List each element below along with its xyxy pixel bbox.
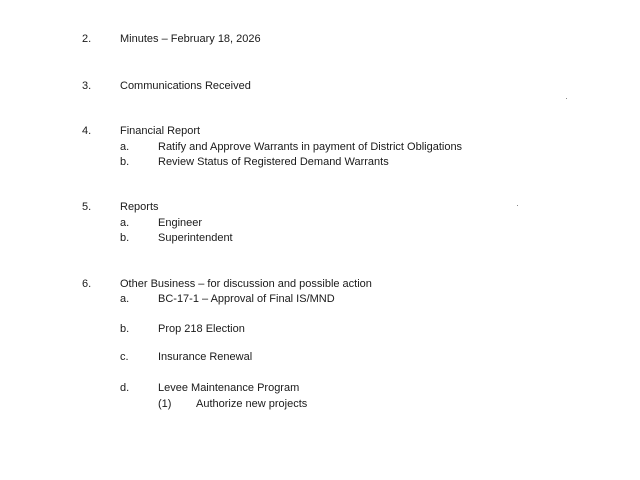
subitem-letter: a. bbox=[120, 141, 130, 153]
nested-subitem-text: Authorize new projects bbox=[196, 398, 308, 410]
item-number: 5. bbox=[82, 201, 92, 213]
subitem-text: Insurance Renewal bbox=[158, 351, 253, 363]
subitem-text: Engineer bbox=[158, 217, 203, 229]
item-number: 3. bbox=[82, 80, 92, 92]
subitem-letter: b. bbox=[120, 156, 130, 168]
subitem-letter: c. bbox=[120, 351, 129, 363]
subitem-text: BC-17-1 – Approval of Final IS/MND bbox=[158, 293, 335, 305]
item-number: 6. bbox=[82, 278, 92, 290]
subitem-letter: a. bbox=[120, 293, 130, 305]
item-title: Communications Received bbox=[120, 80, 251, 92]
nested-subitem-marker: (1) bbox=[158, 398, 172, 410]
item-title: Minutes – February 18, 2026 bbox=[120, 33, 261, 45]
subitem-text: Prop 218 Election bbox=[158, 323, 245, 335]
subitem-letter: a. bbox=[120, 217, 130, 229]
subitem-letter: b. bbox=[120, 232, 130, 244]
subitem-letter: b. bbox=[120, 323, 130, 335]
item-title: Other Business – for discussion and possible action bbox=[120, 278, 372, 290]
scan-speck bbox=[517, 205, 518, 206]
subitem-letter: d. bbox=[120, 382, 130, 394]
scan-speck bbox=[566, 98, 567, 99]
item-title: Financial Report bbox=[120, 125, 201, 137]
subitem-text: Superintendent bbox=[158, 232, 233, 244]
subitem-text: Levee Maintenance Program bbox=[158, 382, 300, 394]
subitem-text: Review Status of Registered Demand Warrants bbox=[158, 156, 389, 168]
subitem-text: Ratify and Approve Warrants in payment of District Obligations bbox=[158, 141, 463, 153]
item-number: 2. bbox=[82, 33, 92, 45]
item-number: 4. bbox=[82, 125, 92, 137]
item-title: Reports bbox=[120, 201, 159, 213]
